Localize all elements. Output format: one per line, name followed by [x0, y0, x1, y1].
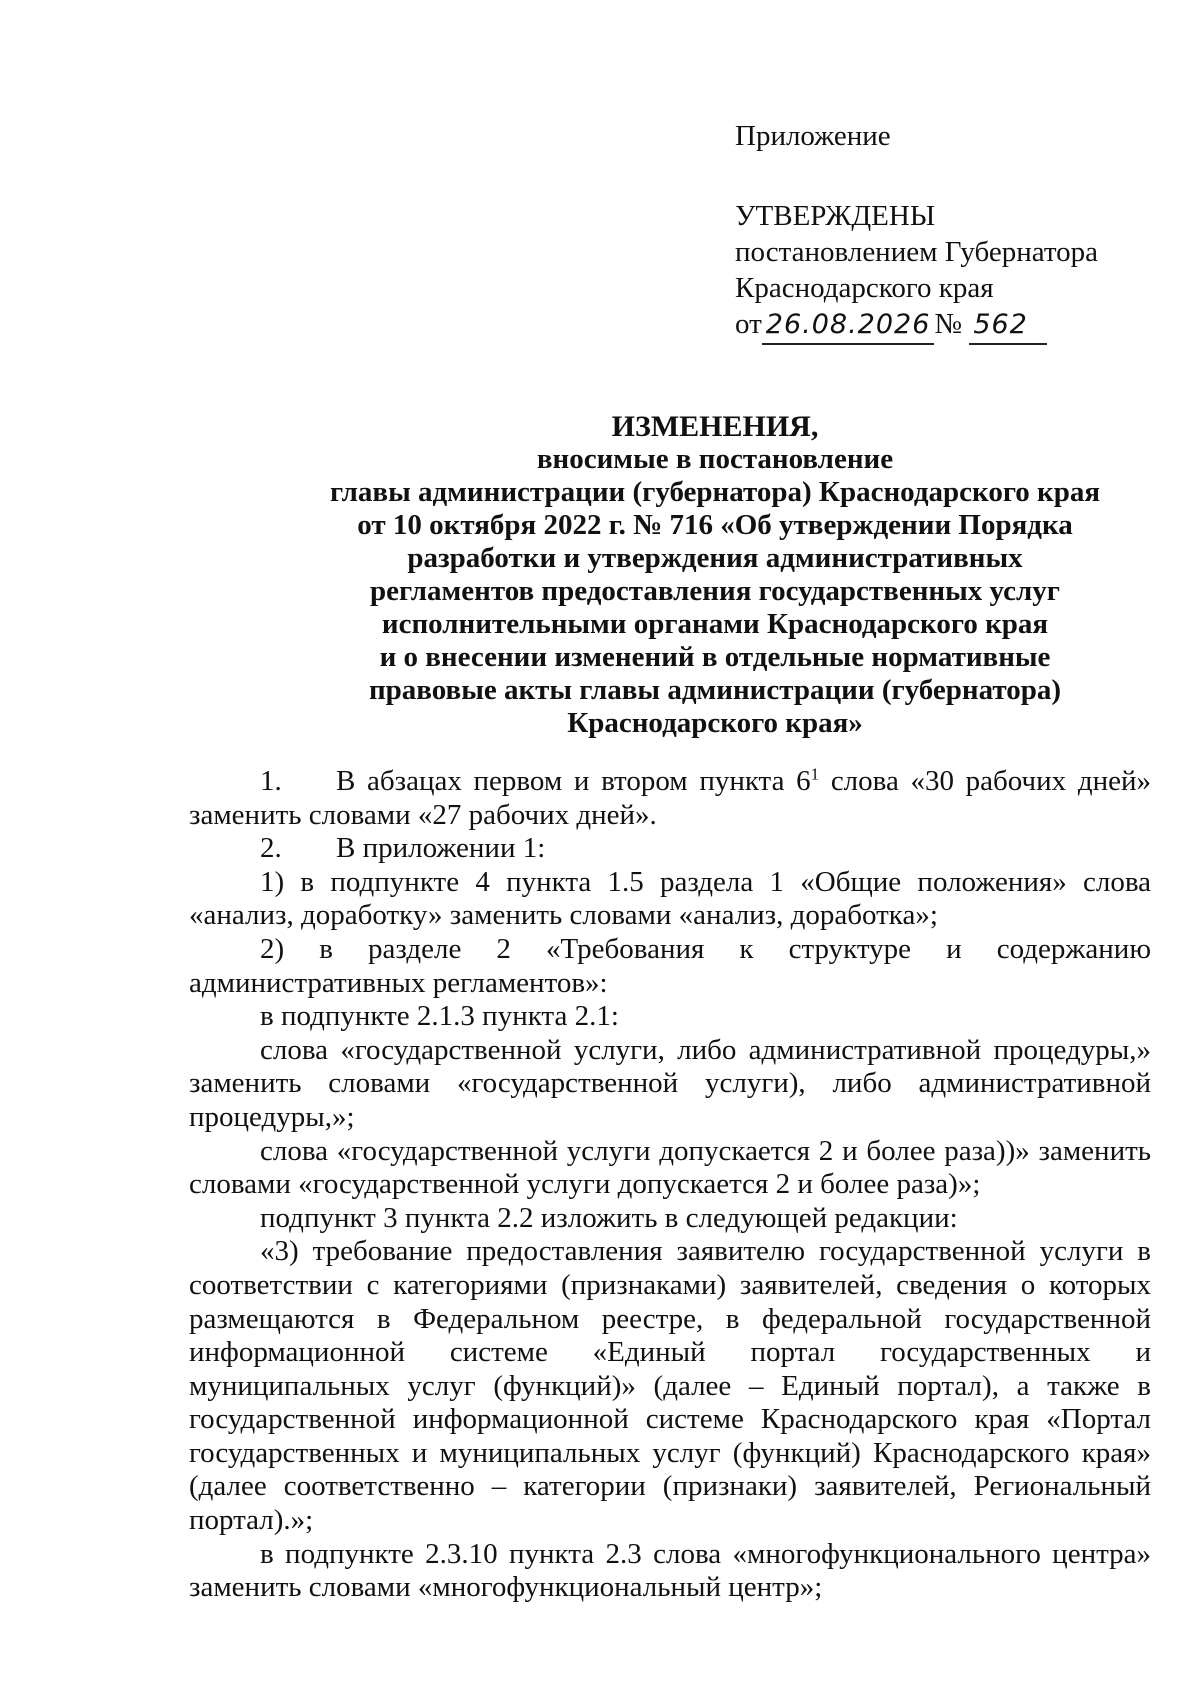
approved-label: УТВЕРЖДЕНЫ: [735, 200, 936, 232]
approval-line-2: Краснодарского края: [735, 272, 994, 304]
title-heading: ИЗМЕНЕНИЯ,: [611, 410, 819, 443]
document-body: [189, 765, 1151, 1605]
number-sign: №: [934, 308, 963, 340]
item-1-superscript: 1: [810, 764, 820, 784]
title-line: и о внесении изменений в отдельные нормативные: [379, 641, 1051, 673]
title-line: исполнительными органами Краснодарского края: [381, 608, 1049, 640]
item-1: [189, 765, 1151, 832]
title-line: разработки и утверждения административных: [407, 542, 1023, 574]
item-1-text-b: слова «30 рабочих дней» заменить словами «27 рабочих дней».: [189, 765, 1151, 831]
handwritten-date: 26.08.2026: [762, 307, 935, 345]
paragraph-7: «3) требование предоставления заявителю государственной услуги в соответствии с категориями (признаками) заявителей, сведения о которых размещаются в Федеральном реестре, в федеральной государственной информационной системе «Единый портал государственных и муниципальных услуг (функций)» (далее – Единый портал), а также в государственной информационной системе Краснодарского края «Портал государственных и муниципальных услуг (функций) Краснодарского края» (далее соответственно – категории (признаки) заявителей, Региональный портал).»;: [189, 1235, 1151, 1537]
item-1-text-a: В абзацах первом и втором пункта 6: [336, 765, 811, 797]
item-2-number: 2.: [260, 832, 282, 865]
title-line: правовые акты главы администрации (губернатора): [368, 674, 1062, 706]
paragraph-6: подпункт 3 пункта 2.2 изложить в следующей редакции:: [260, 1201, 958, 1234]
title-line: регламентов предоставления государственных услуг: [370, 575, 1060, 607]
paragraph-1: 1) в подпункте 4 пункта 1.5 раздела 1 «Общие положения» слова «анализ, доработку» заменить словами «анализ, доработка»;: [189, 865, 1151, 932]
approval-block: [735, 118, 1175, 345]
approval-line-1: постановлением Губернатора: [735, 236, 1099, 268]
approval-date-line: [735, 306, 1175, 345]
title-line: от 10 октября 2022 г. № 716 «Об утверждении Порядка: [357, 509, 1073, 541]
paragraph-2: 2) в разделе 2 «Требования к структуре и содержанию административных регламентов»:: [189, 932, 1151, 999]
item-1-number: 1.: [260, 765, 282, 797]
title-line: главы администрации (губернатора) Краснодарского края: [329, 476, 1101, 508]
appendix-label: Приложение: [735, 120, 891, 152]
document-title: [190, 410, 1200, 740]
title-line: вносимые в постановление: [536, 443, 894, 475]
paragraph-4: слова «государственной услуги, либо административной процедуры,» заменить словами «государственной услуги), либо административной процедуры,»;: [189, 1033, 1151, 1133]
paragraph-3: в подпункте 2.1.3 пункта 2.1:: [260, 1000, 619, 1033]
paragraph-8: в подпункте 2.3.10 пункта 2.3 слова «многофункционального центра» заменить словами «многофункциональный центр»;: [189, 1537, 1151, 1604]
item-2-text: В приложении 1:: [336, 832, 546, 865]
date-prefix: от: [735, 308, 762, 340]
item-2: [189, 832, 1151, 866]
handwritten-number: 562: [969, 307, 1047, 345]
title-line: Краснодарского края»: [567, 707, 863, 739]
paragraph-5: слова «государственной услуги допускается 2 и более раза))» заменить словами «государственной услуги допускается 2 и более раза)»;: [189, 1134, 1151, 1201]
